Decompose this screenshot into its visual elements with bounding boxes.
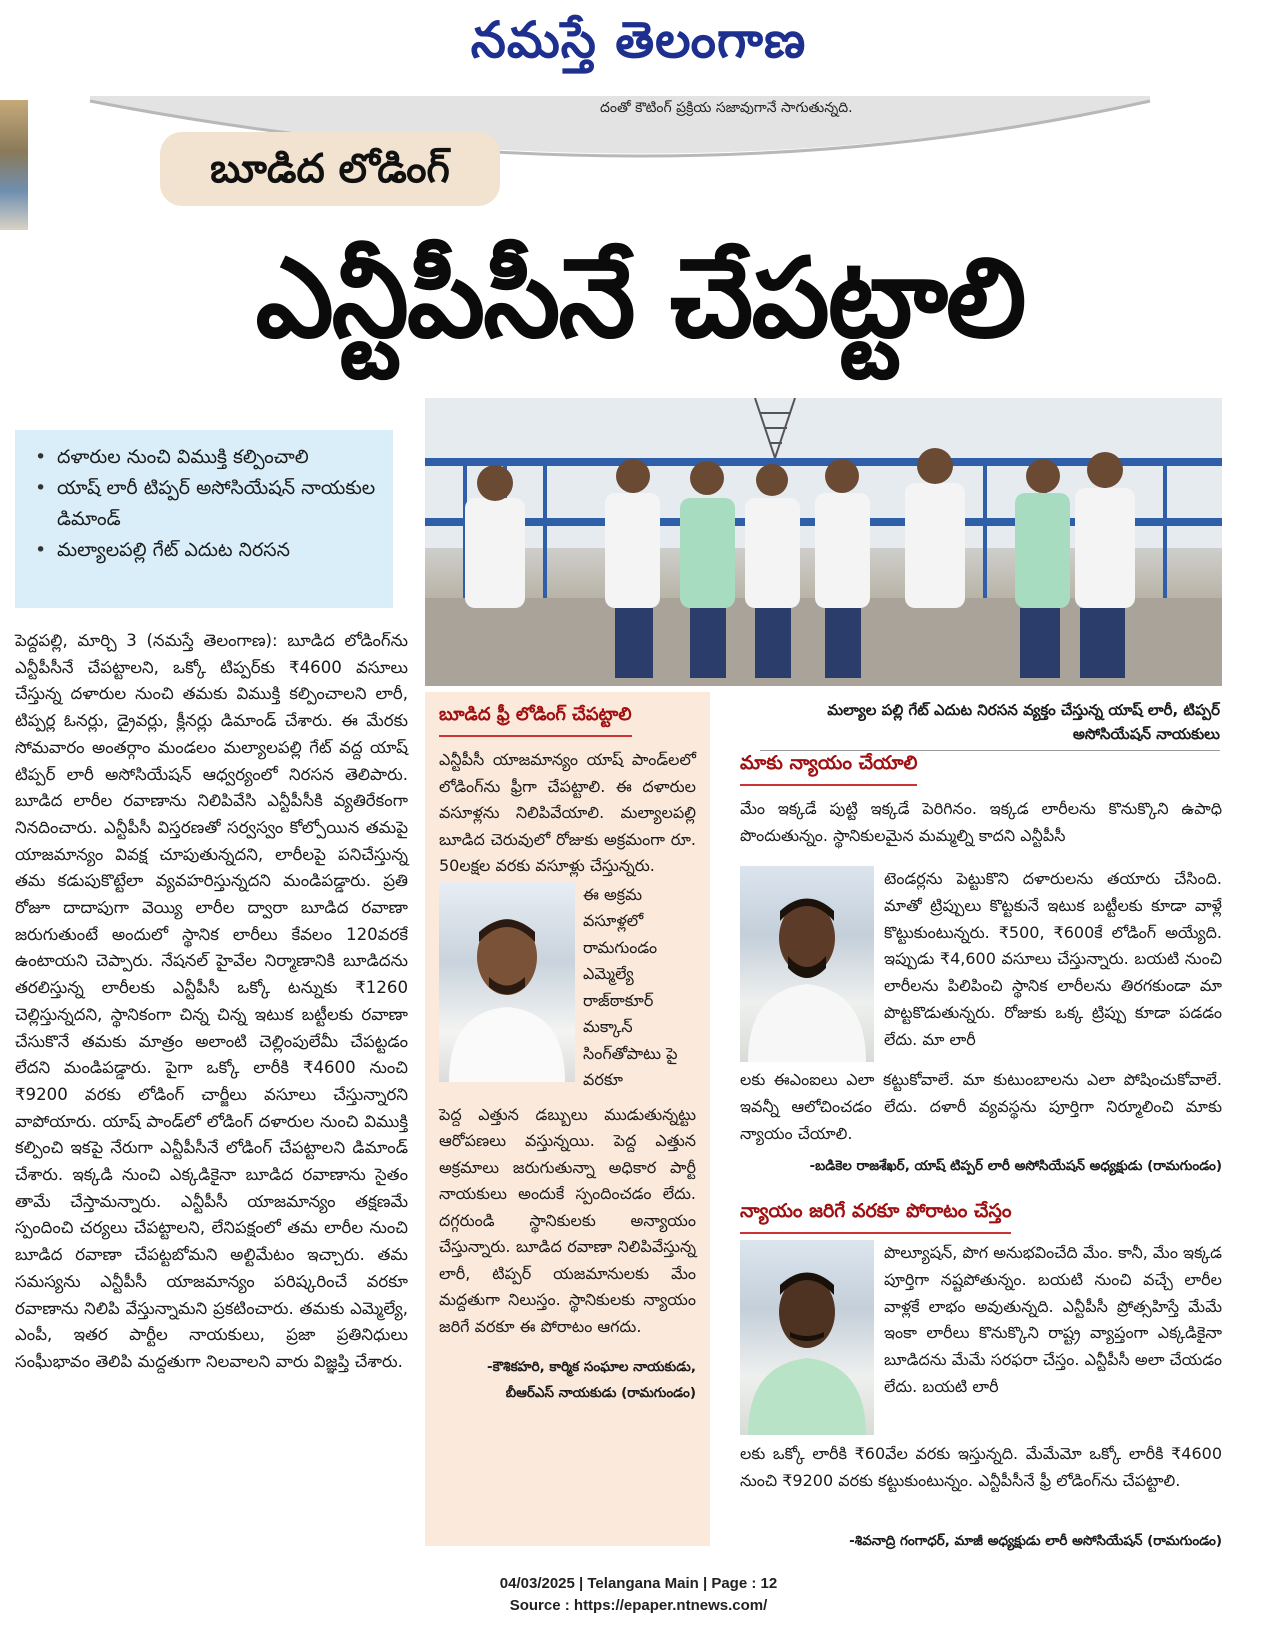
main-story-text: పెద్దపల్లి, మార్చి 3 (నమస్తే తెలంగాణ): బూడిద లోడింగ్‌ను ఎన్టీపీసీనే చేపట్టాలని, ఒక్కో టిప్పర్‌కు ₹4600 వసూలు చేస్తున్న దళారుల నుంచి తమకు విముక్తి కల్పించాలని లారీ, టిప్పర్ల ఓనర్లు, డ్రైవర్లు, క్లీనర్లు డిమాండ్ చేశారు. ఈ మేరకు సోమవారం అంతర్గాం మండలం మల్యాలపల్లి గేట్ వద్ద యాష్ టిప్పర్ లారీ అసోసియేషన్ ఆధ్వర్యంలో నిరసన తెలిపారు. బూడిద లారీల రవాణాను నిలిపివేసి ఎన్టీపీసీకి వ్యతిరేకంగా నినదించారు. ఎన్టీపీసీ విస్తరణతో సర్వస్వం కోల్పోయిన తమపై యాజమాన్యం వివక్ష చూపుతున్నదని, లారీలపై పనిచేస్తున్న తమ కడుపుకొట్టేలా వ్యవహరిస్తున్నదని మండిపడ్డారు. ప్రతి రోజూ దాదాపుగా వెయ్యి లారీల ద్వారా బూడిద రవాణా జరుగుతుంటే అందులో స్థానిక లారీలు కేవలం 120వరకే ఉంటాయని చెప్పారు. నేషనల్ హైవేల నిర్మాణానికి బూడిదను తరలిస్తున్న లారీలకు ఎన్టీపీసీ ఒక్కో టన్నుకు ₹1260 చెల్లిస్తున్నదని, స్థానికంగా చిన్న చిన్న ఇటుక బట్టీలకు రవాణా చేసుకొనే తమకు మాత్రం అలాంటి చెల్లింపులేమీ చేపట్టడం లేదని మండిపడ్డారు. పైగా ఒక్కో లారీకి ₹4600 నుంచి ₹9200 వరకు లోడింగ్ చార్జీలు వసూలు చేస్తున్నారని వాపోయారు. యాష్ పాండ్‌లో లోడింగ్ దళారుల నుంచి విముక్తి కల్పించి ఇకపై నేరుగా ఎన్టీపీసీనే లోడింగ్ చేపట్టాలని డిమాండ్ చేశారు. ఇక్కడి నుంచి ఎక్కడికైనా బూడిద రవాణాను సైతం తామే చేస్తామన్నారు. ఎన్టీపీసీ యాజమాన్యం తక్షణమే స్పందించి చర్యలు చేపట్టాలని, లేనిపక్షంలో తమ లారీల నుంచి బూడిద రవాణా చేపట్టబోమని అల్టిమేటం ఇచ్చారు. తమ సమస్యను ఎన్టీపీసీ యాజమాన్యం పరిష్కరించే వరకూ రవాణాను నిలిపి వేస్తున్నామని ప్రకటించారు. తమకు ఎమ్మెల్యే, ఎంపీ, ఇతర పార్టీల నాయకులు, ప్రజా ప్రతినిధులు సంఘీభావం తెలిపి మద్దతుగా నిలవాలని వారు విజ్ఞప్తి చేశారు. [15, 631, 408, 1371]
footer-date-page: 04/03/2025 | Telangana Main | Page : 12 [499, 1575, 778, 1592]
quote-attribution: -శివనాద్రి గంగాధర్, మాజీ అధ్యక్షుడు లారీ అసోసియేషన్ (రామగుండం) [849, 1533, 1222, 1549]
portrait-photo [439, 882, 575, 1082]
portrait-photo [740, 866, 874, 1062]
footer-source: Source : https://epaper.ntnews.com/ [509, 1597, 768, 1614]
quote-text: టెండర్లను పెట్టుకొని దళారులను తయారు చేసింది. మాతో ట్రిప్పులు కొట్టకునే ఇటుక బట్టీలకు కూడా వాళ్లే కొట్టుకుంటున్నరు. ₹500, ₹600కే లోడింగ్ అయ్యేది. ఇప్పుడు ₹4,600 వసూలు చేస్తున్నారు. బయటి నుంచి లారీలను పిలిపించి స్థానిక లారీలను తిరగకుండా మా పొట్టకొడుతున్నరు. రోజుకు ఒక్క ట్రిప్పు కూడా పడడం లేదు. మా లారీ [884, 869, 1222, 1049]
sidebar-quote-box [425, 692, 710, 1546]
masthead-logo: నమస్తే తెలంగాణ [470, 10, 807, 69]
sidebar-heading: బూడిద ఫ్రీ లోడింగ్ చేపట్టాలి [439, 704, 632, 737]
quote-heading-2: న్యాయం జరిగే వరకూ పోరాటం చేస్తం [740, 1200, 1011, 1234]
quote-attribution: -బడికెల రాజశేఖర్, యాష్ టిప్పర్ లారీ అసోసియేషన్ అధ్యక్షుడు (రామగుండం) [809, 1158, 1222, 1174]
continued-note: దంతో కౌటింగ్ ప్రక్రియ సజావుగానే సాగుతున్నది. [600, 100, 853, 116]
quote-text: పొల్యూషన్, పొగ అనుభవించేది మేం. కానీ, మేం ఇక్కడ పూర్తిగా నష్టపోతున్నం. బయటి నుంచి వచ్చే లారీల వాళ్లకే లాభం అవుతున్నది. ఎన్టీపీసీ ప్రోత్సహిస్తే మేమే ఇంకా లారీలు కొనుక్కొని రాష్ట్ర వ్యాప్తంగా ఎక్కడికైనా బూడిదను మేమే సరఫరా చేస్తం. ఎన్టీపీసీ అలా చేయడం లేదు. బయటి లారీ [884, 1243, 1222, 1396]
highlight-item: • మల్యాలపల్లి గేట్ ఎదుట నిరసన [29, 535, 379, 566]
quote-heading-1: మాకు న్యాయం చేయాలి [740, 752, 917, 786]
quote-text: లకు ఒక్కో లారీకి ₹60వేల వరకు ఇస్తున్నది. మేమేమో ఒక్కో లారీకి ₹4600 నుంచి ₹9200 వరకు కట్టుకుంటున్నం. ఎన్టీపీసీనే ఫ్రీ లోడింగ్‌ను చేపట్టాలి. [740, 1444, 1222, 1490]
main-headline: ఎన్టీపీసీనే చేపట్టాలి [255, 234, 1025, 362]
highlights-box [15, 430, 393, 608]
quote-text: మేం ఇక్కడే పుట్టి ఇక్కడే పెరిగినం. ఇక్కడ లారీలను కొనుక్కొని ఉపాధి పొందుతున్నం. స్థానికులమైన మమ్మల్ని కాదని ఎన్టీపీసీ [740, 799, 1222, 845]
corner-photo-fragment [0, 100, 28, 230]
sidebar-text: పెద్ద ఎత్తున డబ్బులు ముడుతున్నట్టు ఆరోపణలు వస్తున్నయి. పెద్ద ఎత్తున అక్రమాలు జరుగుతున్నా అధికార పార్టీ నాయకులు అందుకే స్పందించడం లేదు. దగ్గరుండి స్థానికులకు అన్యాయం చేస్తున్నారు. బూడిద రవాణా నిలిపివేస్తున్న లారీ, టిప్పర్ యజమానులకు మేం మద్దతుగా నిలుస్తం. స్థానికులకు న్యాయం జరిగే వరకూ ఈ పోరాటం ఆగదు. [439, 1104, 696, 1336]
attribution-line: బీఆర్ఎస్ నాయకుడు (రామగుండం) [505, 1385, 696, 1401]
highlight-item: • యాష్ లారీ టిప్పర్ అసోసియేషన్ నాయకుల డిమాండ్ [29, 473, 379, 535]
sidebar-text: ఈ అక్రమ వసూళ్లలో రామగుండం ఎమ్మెల్యే రాజ్‌ఠాకూర్ మక్కాన్ సింగ్‌తోపాటు పై వరకూ [583, 884, 678, 1089]
kicker-label: బూడిద లోడింగ్ [160, 132, 500, 206]
quote-attribution [439, 1354, 696, 1406]
attribution-line: -కౌశికహరి, కార్మిక సంఘాల నాయకుడు, [487, 1359, 696, 1375]
sidebar-text: ఎన్టీపీసీ యాజమాన్యం యాష్ పాండ్‌లలో లోడింగ్‌ను ఫ్రీగా చేపట్టాలి. ఈ దళారుల వసూళ్లను నిలిపివేయాలి. మల్యాలపల్లి బూడిద చెరువులో రోజుకు అక్రమంగా రూ. 50లక్షల వరకు వసూళ్లు చేస్తున్నరు. [439, 750, 696, 875]
portrait-photo [740, 1240, 874, 1435]
page-footer [0, 1573, 1277, 1617]
photo-caption: మల్యాల పల్లి గేట్ ఎదుట నిరసన వ్యక్తం చేస్తున్న యాష్ లారీ, టిప్పర్ అసోసియేషన్ నాయకులు [760, 698, 1220, 751]
highlight-item: • దళారుల నుంచి విముక్తి కల్పించాలి [29, 442, 379, 473]
quote-text: లకు ఈఎంఐలు ఎలా కట్టుకోవాలే. మా కుటుంబాలను ఎలా పోషించుకోవాలే. ఇవన్నీ ఆలోచించడం లేదు. దళారీ వ్యవస్థను పూర్తిగా నిర్మూలించి మాకు న్యాయం చేయాలి. [740, 1070, 1222, 1143]
protest-photo [425, 398, 1222, 686]
